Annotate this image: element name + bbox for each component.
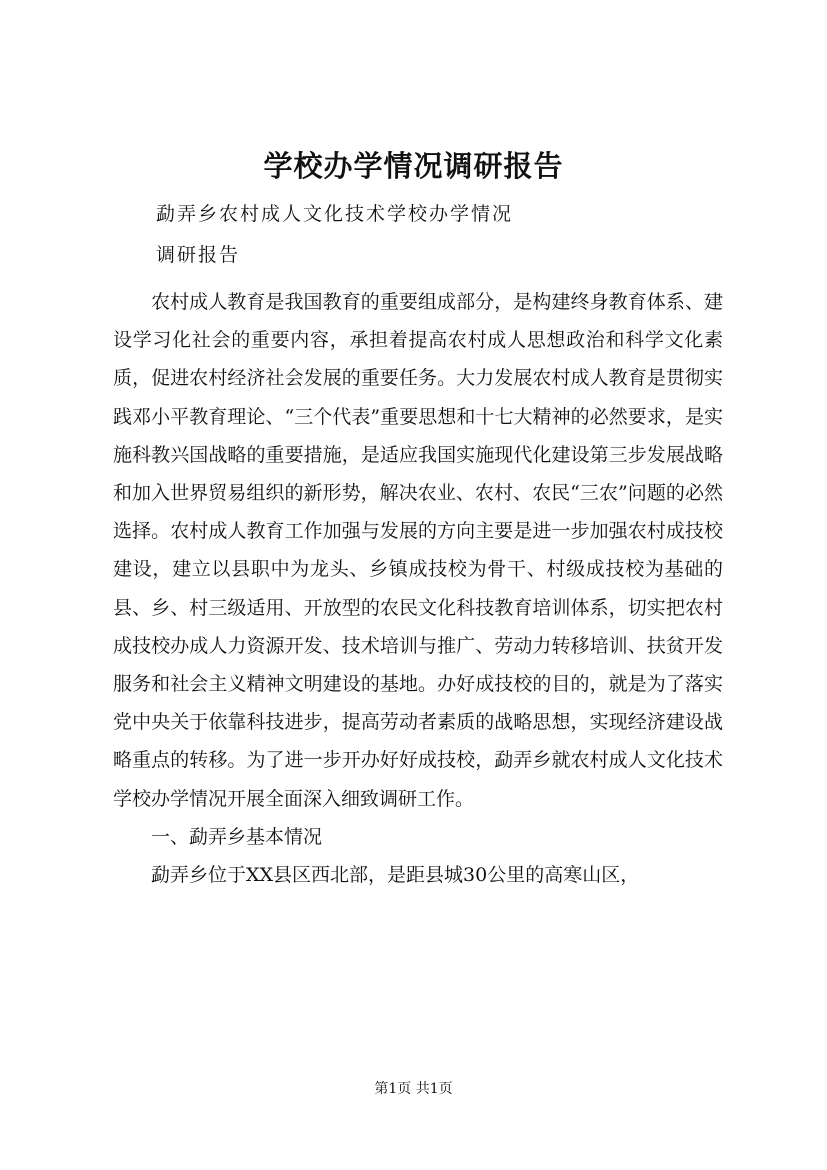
document-body [113, 283, 723, 894]
document-subtitle-line2: 调研报告 [156, 244, 241, 266]
document-subtitle-line1: 勐弄乡农村成人文化技术学校办学情况 [156, 203, 514, 225]
body-paragraph-basic-info: 勐弄乡位于XX县区西北部，是距县城30公里的高寒山区， [151, 864, 640, 887]
document-title: 学校办学情况调研报告 [263, 149, 564, 183]
body-paragraph-intro: 农村成人教育是我国教育的重要组成部分，是构建终身教育体系、建设学习化社会的重要内容，承担着提高农村成人思想政治和科学文化素质，促进农村经济社会发展的重要任务。大力发展农村成人教育是贯彻实践邓小平教育理论、“三个代表”重要思想和十七大精神的必然要求，是实施科教兴国战略的重要措施，是适应我国实施现代化建设第三步发展战略和加入世界贸易组织的新形势，解决农业、农村、农民“三农”问题的必然选择。农村成人教育工作加强与发展的方向主要是进一步加强农村成技校建设，建立以县职中为龙头、乡镇成技校为骨干、村级成技校为基础的县、乡、村三级适用、开放型的农民文化科技教育培训体系，切实把农村成技校办成人力资源开发、技术培训与推广、劳动力转移培训、扶贫开发服务和社会主义精神文明建设的基地。办好成技校的目的，就是为了落实党中央关于依靠科技进步，提高劳动者素质的战略思想，实现经济建设战略重点的转移。为了进一步开办好好成技校，勐弄乡就农村成人文化技术学校办学情况开展全面深入细致调研工作。 [113, 291, 723, 810]
page-footer: 第1页 共1页 [374, 1081, 453, 1097]
section-heading-basic-info: 一、勐弄乡基本情况 [151, 825, 323, 848]
